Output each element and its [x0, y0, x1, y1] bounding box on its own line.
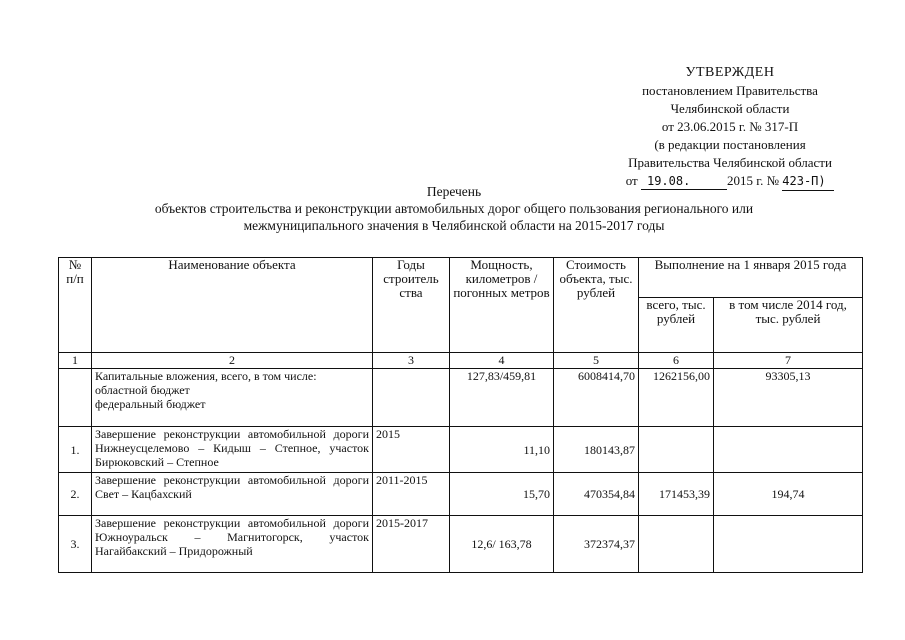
row-done-total: 171453,39: [639, 473, 714, 516]
row-years: 2015-2017: [373, 516, 450, 573]
summary-num: [59, 369, 92, 427]
approval-year-text: 2015 г. №: [726, 173, 780, 188]
row-done-total: [639, 516, 714, 573]
approval-date-field: 19.08.: [641, 175, 727, 190]
summary-row: [59, 369, 863, 427]
approval-line-1: постановлением Правительства: [642, 83, 818, 98]
header-cost: Стоимость объекта, тыс. рублей: [554, 258, 639, 353]
table-row: [59, 473, 863, 516]
approval-heading: УТВЕРЖДЕН: [685, 65, 775, 80]
col-number: 1: [59, 353, 92, 369]
summary-name-line: федеральный бюджет: [95, 397, 206, 411]
row-done-2014: [714, 427, 863, 473]
row-years: 2015: [373, 427, 450, 473]
row-num: 1.: [59, 427, 92, 473]
header-done-total: всего, тыс. рублей: [639, 298, 714, 353]
title-line-2: объектов строительства и реконструкции автомобильных дорог общего пользования регионального или: [154, 201, 754, 216]
col-number: 5: [554, 353, 639, 369]
summary-years: [373, 369, 450, 427]
row-done-total: [639, 427, 714, 473]
row-cost: 180143,87: [554, 427, 639, 473]
header-capacity: Мощность, километров / погонных метров: [450, 258, 554, 353]
row-years: 2011-2015: [373, 473, 450, 516]
row-done-2014: [714, 516, 863, 573]
header-done-group: Выполнение на 1 января 2015 года: [639, 258, 863, 298]
col-number: 3: [373, 353, 450, 369]
document-title: [60, 183, 848, 234]
row-capacity: 15,70: [450, 473, 554, 516]
row-done-2014: 194,74: [714, 473, 863, 516]
header-num: № п/п: [59, 258, 92, 353]
objects-table: [58, 257, 863, 573]
approval-line-3: от 23.06.2015 г. № 317-П: [661, 119, 799, 134]
column-number-row: [59, 353, 863, 369]
header-done-2014: в том числе 2014 год, тыс. рублей: [714, 298, 863, 353]
row-name: Завершение реконструкции автомобильной дороги Свет – Кацбахский: [92, 473, 373, 516]
summary-done-2014: 93305,13: [714, 369, 863, 427]
summary-name: [92, 369, 373, 427]
row-num: 3.: [59, 516, 92, 573]
approval-from-word: от: [625, 173, 638, 188]
row-num: 2.: [59, 473, 92, 516]
summary-cost: 6008414,70: [554, 369, 639, 427]
col-number: 6: [639, 353, 714, 369]
row-cost: 372374,37: [554, 516, 639, 573]
row-cost: 470354,84: [554, 473, 639, 516]
approval-line-5: Правительства Челябинской области: [628, 155, 832, 170]
approval-line-2: Челябинской области: [670, 101, 790, 116]
col-number: 2: [92, 353, 373, 369]
title-line-1: Перечень: [426, 184, 482, 199]
col-number: 7: [714, 353, 863, 369]
approval-number-field: 423-П): [782, 175, 834, 191]
table-row: [59, 516, 863, 573]
row-capacity: 11,10: [450, 427, 554, 473]
summary-name-line: областной бюджет: [95, 383, 190, 397]
approval-line-4: (в редакции постановления: [654, 137, 806, 152]
summary-capacity: 127,83/459,81: [450, 369, 554, 427]
row-capacity: 12,6/ 163,78: [450, 516, 554, 573]
col-number: 4: [450, 353, 554, 369]
summary-done-total: 1262156,00: [639, 369, 714, 427]
approval-stamp: [600, 64, 860, 191]
header-name: Наименование объекта: [92, 258, 373, 353]
title-line-3: межмуниципального значения в Челябинской области на 2015-2017 годы: [243, 218, 665, 233]
header-row: [59, 258, 863, 298]
row-name: Завершение реконструкции автомобильной дороги Южноуральск – Магнитогорск, участок Нагайбакский – Придорожный: [92, 516, 373, 573]
table-row: [59, 427, 863, 473]
row-name: Завершение реконструкции автомобильной дороги Нижнеусцелемово – Кидыш – Степное, участок Бирюковский – Степное: [92, 427, 373, 473]
summary-name-line: Капитальные вложения, всего, в том числе:: [95, 369, 317, 383]
header-years: Годы строитель ства: [373, 258, 450, 353]
